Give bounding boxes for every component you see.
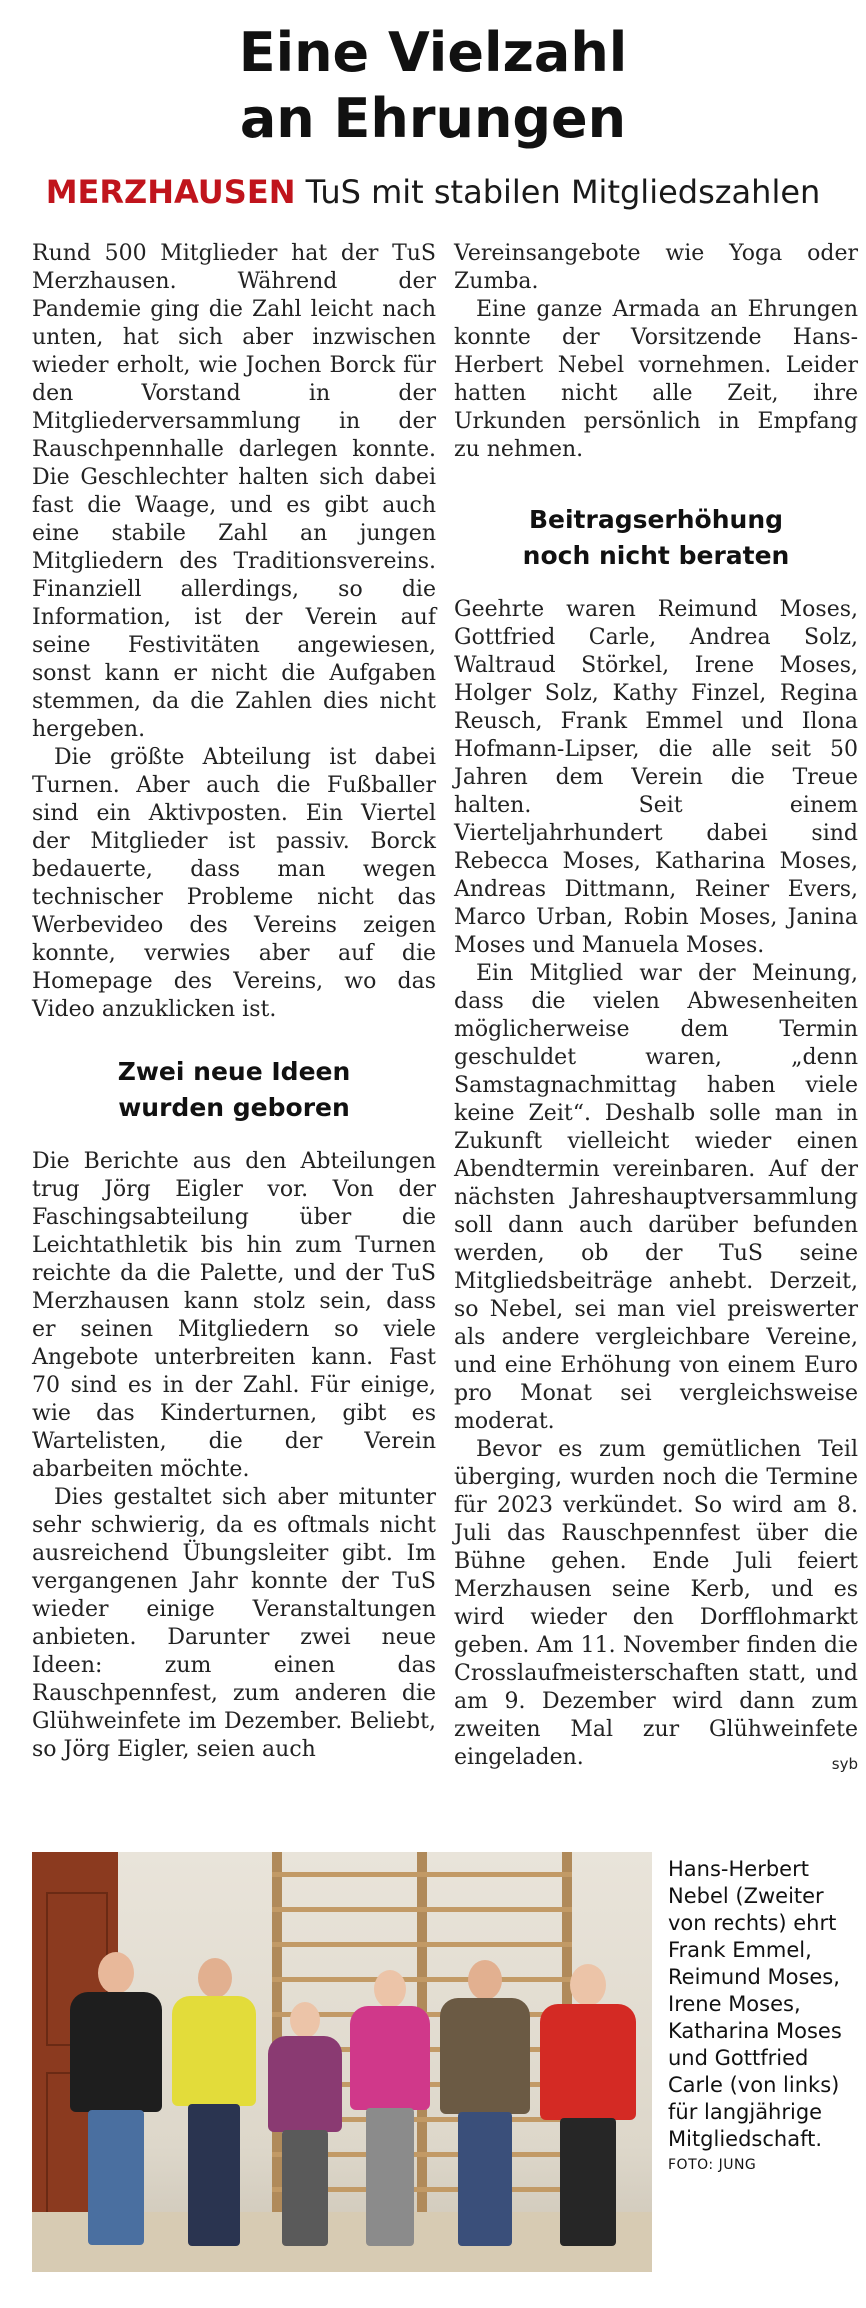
group-photo <box>32 1852 652 2272</box>
person-torso <box>172 1996 256 2106</box>
person-1 <box>70 1952 162 2252</box>
right-paragraph-5-text: Bevor es zum gemütlichen Teil überging, wurden noch die Termine für 2023 verkündet. So wird am 8. Juli das Rauschpennfest über die Bühne gehen. Ende Juli feiert Merzhausen seine Kerb, und es wird wieder den Dorfflohmarkt geben. Am 11. November finden die Crosslaufmeisterschaften statt, und am 9. Dezember wird dann zum zweiten Mal zur Glühweinfete eingeladen. <box>454 1437 858 1770</box>
person-head <box>570 1964 606 2006</box>
left-paragraph-3: Die Berichte aus den Abteilungen trug Jörg Eigler vor. Von der Faschingsabteilung über die Leichtathletik bis hin zum Turnen reichte da die Palette, und der TuS Merzhausen kann stolz sein, dass er seinen Mitgliedern so viele Angebote unterbreiten kann. Fast 70 sind es in der Zahl. Für einige, wie das Kinderturnen, gibt es Wartelisten, die der Verein abarbeiten möchte. <box>32 1149 436 1482</box>
person-3 <box>268 2002 342 2252</box>
left-paragraph-4: Dies gestaltet sich aber mitunter sehr schwierig, da es oftmals nicht ausreichend Übungsleiter gibt. Im vergangenen Jahr konnte der TuS wieder einige Veranstaltungen anbieten. Darunter zwei neue Ideen: zum einen das Rauschpennfest, zum anderen die Glühweinfete im Dezember. Beliebt, so Jörg Eigler, seien auch <box>32 1485 436 1762</box>
photo-credit: FOTO: JUNG <box>668 2157 757 2173</box>
person-legs <box>88 2110 144 2245</box>
person-torso <box>70 1992 162 2112</box>
caption-text: Hans-Herbert Nebel (Zweiter von rechts) ehrt Frank Emmel, Reimund Moses, Irene Moses, Katharina Moses und Gottfried Carle (von links) für langjährige Mitgliedschaft. <box>668 1857 842 2151</box>
subheadline-text: TuS mit stabilen Mitgliedszahlen <box>305 173 821 211</box>
right-paragraph-4: Ein Mitglied war der Meinung, dass die vielen Abwesenheiten möglicherweise dem Termin geschuldet waren, „denn Samstagnachmittag haben viele keine Zeit“. Deshalb solle man in Zukunft vielleicht wieder einen Abendtermin vereinbaren. Auf der nächsten Jahreshauptversammlung soll dann auch darüber befunden werden, ob der TuS seine Mitgliedsbeiträge anhebt. Derzeit, so Nebel, sei man viel preiswerter als andere vergleichbare Vereine, und eine Erhöhung von einem Euro pro Monat sei vergleichsweise moderat. <box>454 961 858 1434</box>
left-column <box>32 240 436 1764</box>
wall-bar-rung <box>272 1942 572 1947</box>
person-6 <box>540 1964 636 2252</box>
person-legs <box>282 2130 328 2246</box>
person-legs <box>366 2108 414 2246</box>
headline-line-2: an Ehrungen <box>239 87 627 150</box>
person-head <box>374 1970 406 2008</box>
subhead-zwei-neue-ideen <box>32 1054 436 1126</box>
wall-bar-rung <box>272 1907 572 1912</box>
person-torso <box>440 1998 530 2114</box>
right-paragraph-1: Vereinsangebote wie Yoga oder Zumba. <box>454 241 858 294</box>
person-torso <box>540 2004 636 2120</box>
person-4 <box>350 1970 430 2252</box>
subhead-1-line-1: Zwei neue Ideen <box>117 1057 351 1086</box>
person-torso <box>268 2036 342 2132</box>
person-5 <box>440 1960 530 2252</box>
wall-bar-rung <box>272 1872 572 1877</box>
right-paragraph-2: Eine ganze Armada an Ehrungen konnte der Vorsitzende Hans-Herbert Nebel vornehmen. Leider hatten nicht alle Zeit, ihre Urkunden persönlich in Empfang zu nehmen. <box>454 297 858 462</box>
person-head <box>98 1952 134 1994</box>
headline <box>0 20 866 152</box>
right-column <box>454 240 858 1778</box>
left-paragraph-1: Rund 500 Mitglieder hat der TuS Merzhausen. Während der Pandemie ging die Zahl leicht nach unten, hat sich aber inzwischen wieder erholt, wie Jochen Borck für den Vorstand in der Mitgliederversammlung in der Rauschpennhalle darlegen konnte. Die Geschlechter halten sich dabei fast die Waage, und es gibt auch eine stabile Zahl an jungen Mitgliedern des Traditionsvereins. Finanziell allerdings, so die Information, ist der Verein auf seine Festivitäten angewiesen, sonst kann er nicht die Aufgaben stemmen, da die Zahlen dies nicht hergeben. <box>32 241 436 742</box>
right-paragraph-5 <box>454 1436 858 1772</box>
person-torso <box>350 2006 430 2110</box>
subhead-beitragserhoehung <box>454 502 858 574</box>
left-paragraph-2: Die größte Abteilung ist dabei Turnen. Aber auch die Fußballer sind ein Aktivposten. Ein Viertel der Mitglieder ist passiv. Borck bedauerte, dass man wegen technischer Probleme nicht das Werbevideo des Vereins zeigen konnte, verwies aber auf die Homepage des Vereins, wo das Video anzuklicken ist. <box>32 745 436 1022</box>
person-legs <box>560 2118 616 2246</box>
person-legs <box>458 2112 512 2246</box>
subhead-1-line-2: wurden geboren <box>118 1093 350 1122</box>
person-legs <box>188 2104 240 2246</box>
person-2 <box>172 1958 256 2252</box>
location-kicker: MERZHAUSEN <box>45 173 296 211</box>
person-head <box>290 2002 320 2038</box>
subhead-2-line-1: Beitragserhöhung <box>528 505 784 534</box>
headline-line-1: Eine Vielzahl <box>238 21 628 84</box>
subhead-2-line-2: noch nicht beraten <box>522 541 790 570</box>
right-paragraph-3: Geehrte waren Reimund Moses, Gottfried Carle, Andrea Solz, Waltraud Störkel, Irene Moses, Holger Solz, Kathy Finzel, Regina Reusch, Frank Emmel und Ilona Hofmann-Lipser, die alle seit 50 Jahren dem Verein die Treue halten. Seit einem Vierteljahrhundert dabei sind Rebecca Moses, Katharina Moses, Andreas Dittmann, Reiner Evers, Marco Urban, Robin Moses, Janina Moses und Manuela Moses. <box>454 597 858 958</box>
photo-caption <box>668 1856 848 2175</box>
subheadline <box>0 170 866 214</box>
person-head <box>198 1958 232 1998</box>
author-initials: syb <box>831 1755 858 1773</box>
person-head <box>468 1960 502 2000</box>
